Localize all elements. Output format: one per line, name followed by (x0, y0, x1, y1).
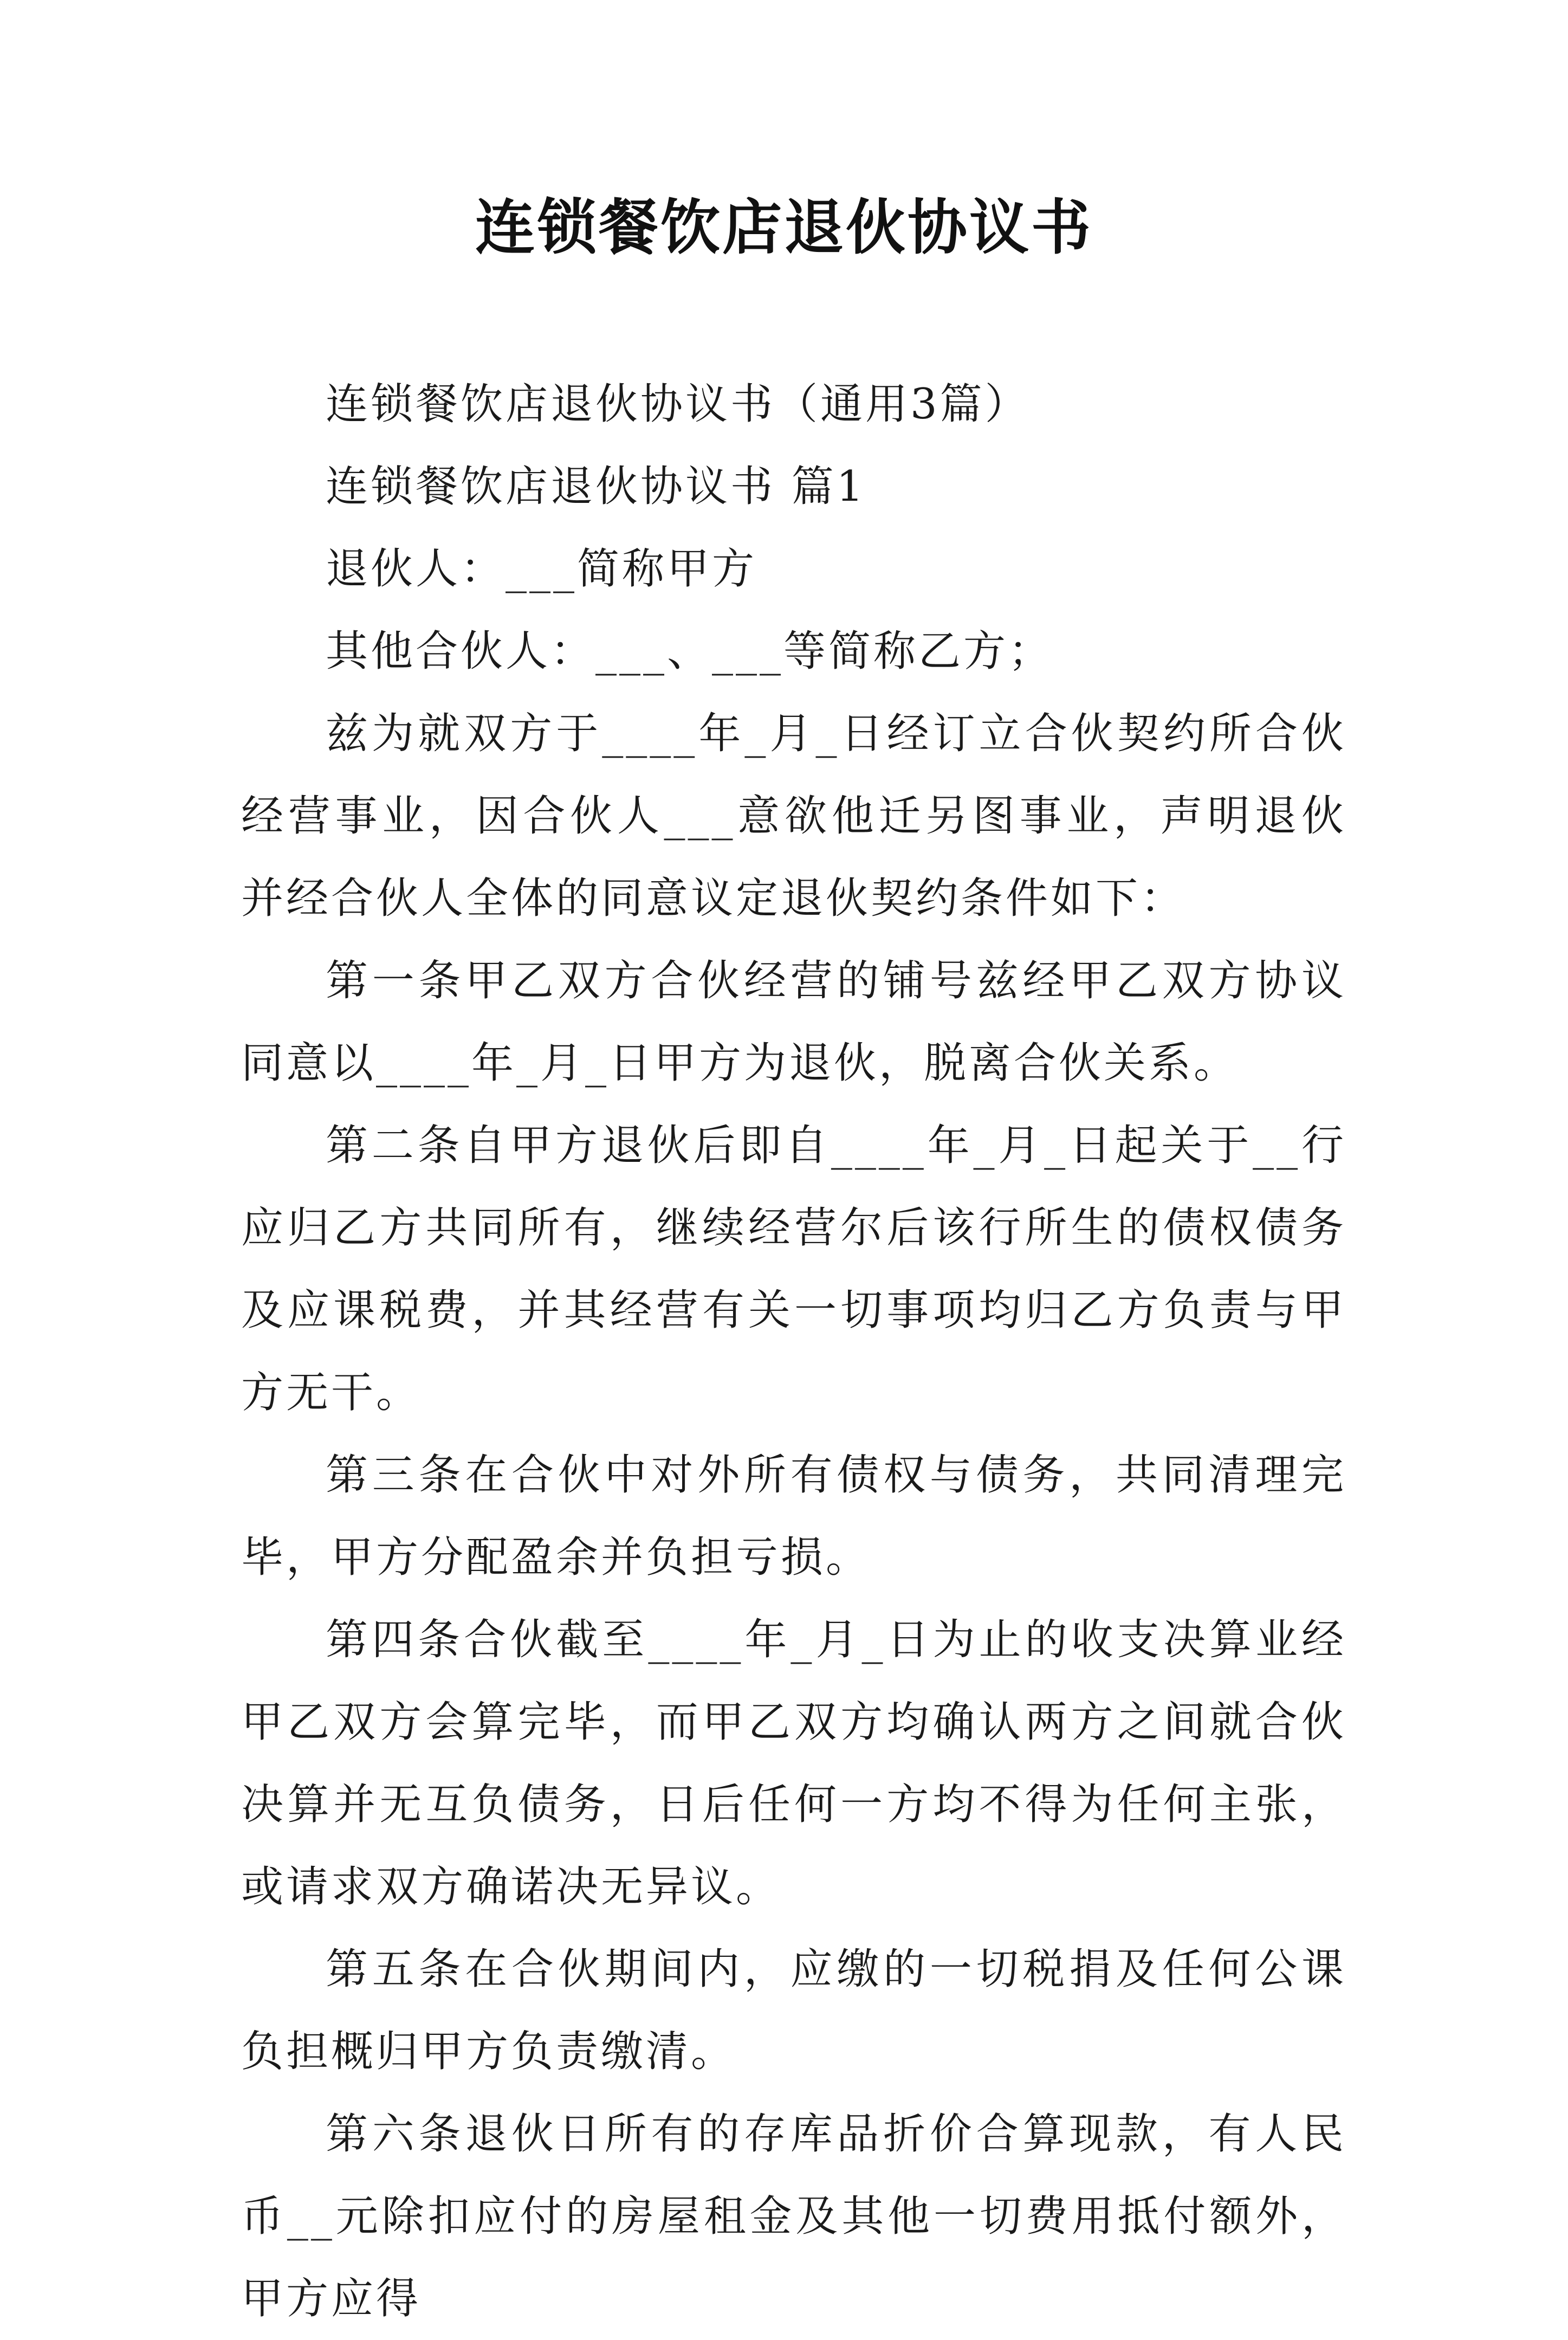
paragraph-article-5: 第五条在合伙期间内，应缴的一切税捐及任何公课负担概归甲方负责缴清。 (241, 1945, 1346, 2076)
paragraph-party-a: 退伙人：___简称甲方 (326, 545, 757, 593)
paragraph-article-4: 第四条合伙截至____年_月_日为止的收支决算业经甲乙双方会算完毕，而甲乙双方均确认两方之间就合伙决算并无互负债务，日后任何一方均不得为任何主张，或请求双方确诺决无异议。 (241, 1615, 1346, 1911)
paragraph-article-1: 第一条甲乙双方合伙经营的铺号兹经甲乙双方协议同意以____年_月_日甲方为退伙，脱离合伙关系。 (241, 956, 1346, 1088)
paragraph-party-b: 其他合伙人：___、___等简称乙方； (326, 627, 1054, 676)
document-title: 连锁餐饮店退伙协议书 (475, 193, 1093, 262)
paragraph-article-3: 第三条在合伙中对外所有债权与债务，共同清理完毕，甲方分配盈余并负担亏损。 (241, 1451, 1346, 1582)
document-body (241, 363, 1346, 2340)
paragraph-subtitle: 连锁餐饮店退伙协议书（通用3篇） (326, 380, 1030, 429)
paragraph-article-6: 第六条退伙日所有的存库品折价合算现款，有人民币__元除扣应付的房屋租金及其他一切费用抵付额外，甲方应得 (241, 2110, 1346, 2323)
paragraph-article-2: 第二条自甲方退伙后即自____年_月_日起关于__行应归乙方共同所有，继续经营尔后该行所生的债权债务及应课税费，并其经营有关一切事项均归乙方负责与甲方无干。 (241, 1121, 1346, 1417)
paragraph-section-heading: 连锁餐饮店退伙协议书 篇1 (326, 462, 866, 511)
paragraph-preamble: 兹为就双方于____年_月_日经订立合伙契约所合伙经营事业，因合伙人___意欲他迁另图事业，声明退伙并经合伙人全体的同意议定退伙契约条件如下： (241, 709, 1346, 923)
